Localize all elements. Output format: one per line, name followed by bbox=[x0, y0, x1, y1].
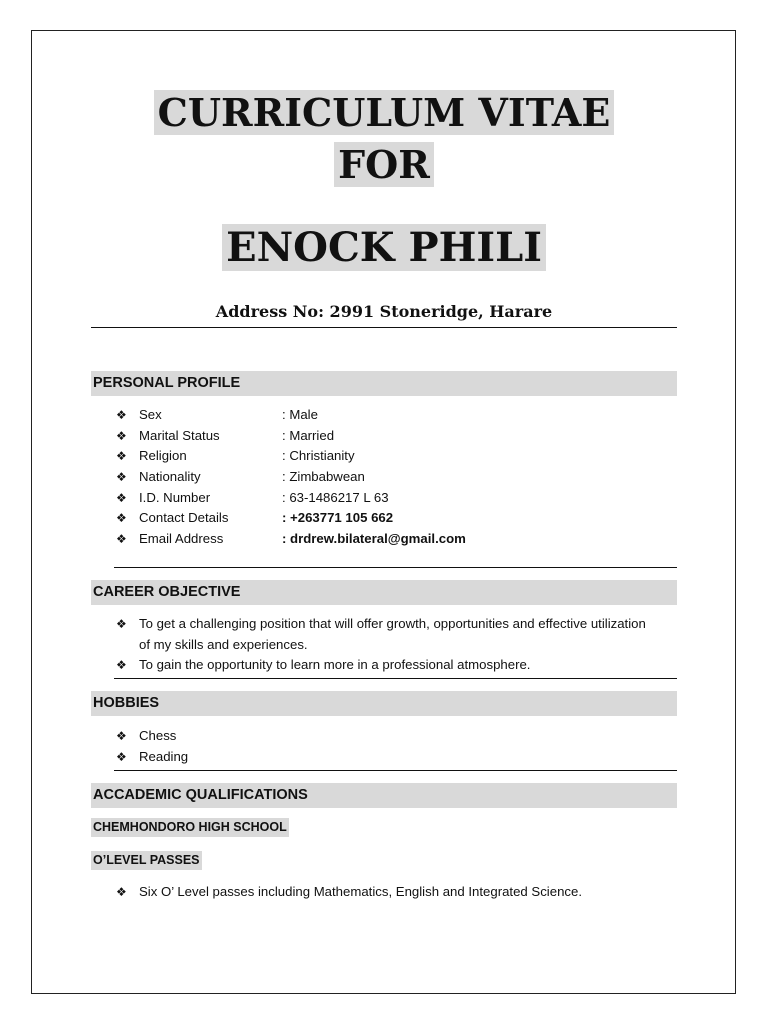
cv-name: ENOCK PHILI bbox=[0, 222, 768, 274]
bullet-icon: ❖ bbox=[116, 449, 127, 464]
academic-text: Six O’ Level passes including Mathematics, English and Integrated Science. bbox=[139, 884, 582, 899]
academic-list bbox=[116, 882, 656, 903]
cv-title-line2: FOR bbox=[0, 140, 768, 190]
profile-value: : 63-1486217 L 63 bbox=[282, 489, 389, 505]
section-academic-qualifications: ACCADEMIC QUALIFICATIONS bbox=[91, 783, 677, 808]
objective-text: To gain the opportunity to learn more in a professional atmosphere. bbox=[139, 657, 531, 672]
profile-row-nationality bbox=[116, 467, 656, 488]
section-hobbies: HOBBIES bbox=[91, 691, 677, 716]
profile-label: Email Address bbox=[139, 531, 224, 547]
profile-row-religion bbox=[116, 446, 656, 467]
profile-label: I.D. Number bbox=[139, 489, 211, 505]
profile-label: Contact Details bbox=[139, 510, 229, 526]
bullet-icon: ❖ bbox=[116, 470, 127, 485]
bullet-icon: ❖ bbox=[116, 885, 127, 899]
profile-value: : Married bbox=[282, 427, 335, 443]
profile-label: Nationality bbox=[139, 469, 201, 485]
bullet-icon: ❖ bbox=[116, 490, 127, 505]
qualification-level: O’LEVEL PASSES bbox=[91, 851, 202, 870]
divider-address bbox=[91, 327, 677, 328]
bullet-icon: ❖ bbox=[116, 408, 127, 422]
profile-row-marital-status bbox=[116, 426, 656, 447]
hobby-text: Reading bbox=[139, 748, 189, 764]
address-line: Address No: 2991 Stoneridge, Harare bbox=[215, 302, 553, 321]
profile-row-id-number bbox=[116, 488, 656, 509]
profile-label: Sex bbox=[139, 407, 162, 422]
career-objective-list bbox=[116, 614, 646, 676]
bullet-icon: ❖ bbox=[116, 511, 127, 526]
section-career-objective: CAREER OBJECTIVE bbox=[91, 580, 677, 605]
hobby-text: Chess bbox=[139, 728, 177, 743]
profile-value: : Zimbabwean bbox=[282, 469, 365, 485]
bullet-icon: ❖ bbox=[116, 658, 127, 672]
list-item bbox=[116, 882, 656, 903]
bullet-icon: ❖ bbox=[116, 729, 127, 743]
personal-profile-list bbox=[116, 405, 656, 550]
list-item bbox=[116, 655, 646, 676]
bullet-icon: ❖ bbox=[116, 532, 127, 547]
profile-row-contact-details bbox=[116, 508, 656, 529]
section-personal-profile: PERSONAL PROFILE bbox=[91, 371, 677, 396]
list-item bbox=[116, 726, 656, 747]
objective-text: To get a challenging position that will offer growth, opportunities and effective utilization of my skills and experiences. bbox=[139, 616, 646, 652]
school-name: CHEMHONDORO HIGH SCHOOL bbox=[91, 818, 289, 837]
hobbies-list bbox=[116, 726, 656, 767]
list-item bbox=[116, 614, 646, 655]
profile-label: Marital Status bbox=[139, 427, 220, 443]
divider-career-objective bbox=[114, 678, 677, 679]
profile-row-email-address bbox=[116, 529, 656, 550]
profile-label: Religion bbox=[139, 448, 187, 464]
list-item bbox=[116, 747, 656, 768]
divider-hobbies bbox=[114, 770, 677, 771]
bullet-icon: ❖ bbox=[116, 428, 127, 443]
profile-value: : +263771 105 662 bbox=[282, 510, 394, 526]
profile-row-sex bbox=[116, 405, 656, 426]
profile-value: : Christianity bbox=[282, 448, 355, 464]
profile-value: : drdrew.bilateral@gmail.com bbox=[282, 531, 466, 547]
bullet-icon: ❖ bbox=[116, 749, 127, 764]
cv-title-line1: CURRICULUM VITAE bbox=[0, 88, 768, 138]
divider-personal-profile bbox=[114, 567, 677, 568]
profile-value: : Male bbox=[282, 407, 318, 422]
bullet-icon: ❖ bbox=[116, 617, 127, 631]
